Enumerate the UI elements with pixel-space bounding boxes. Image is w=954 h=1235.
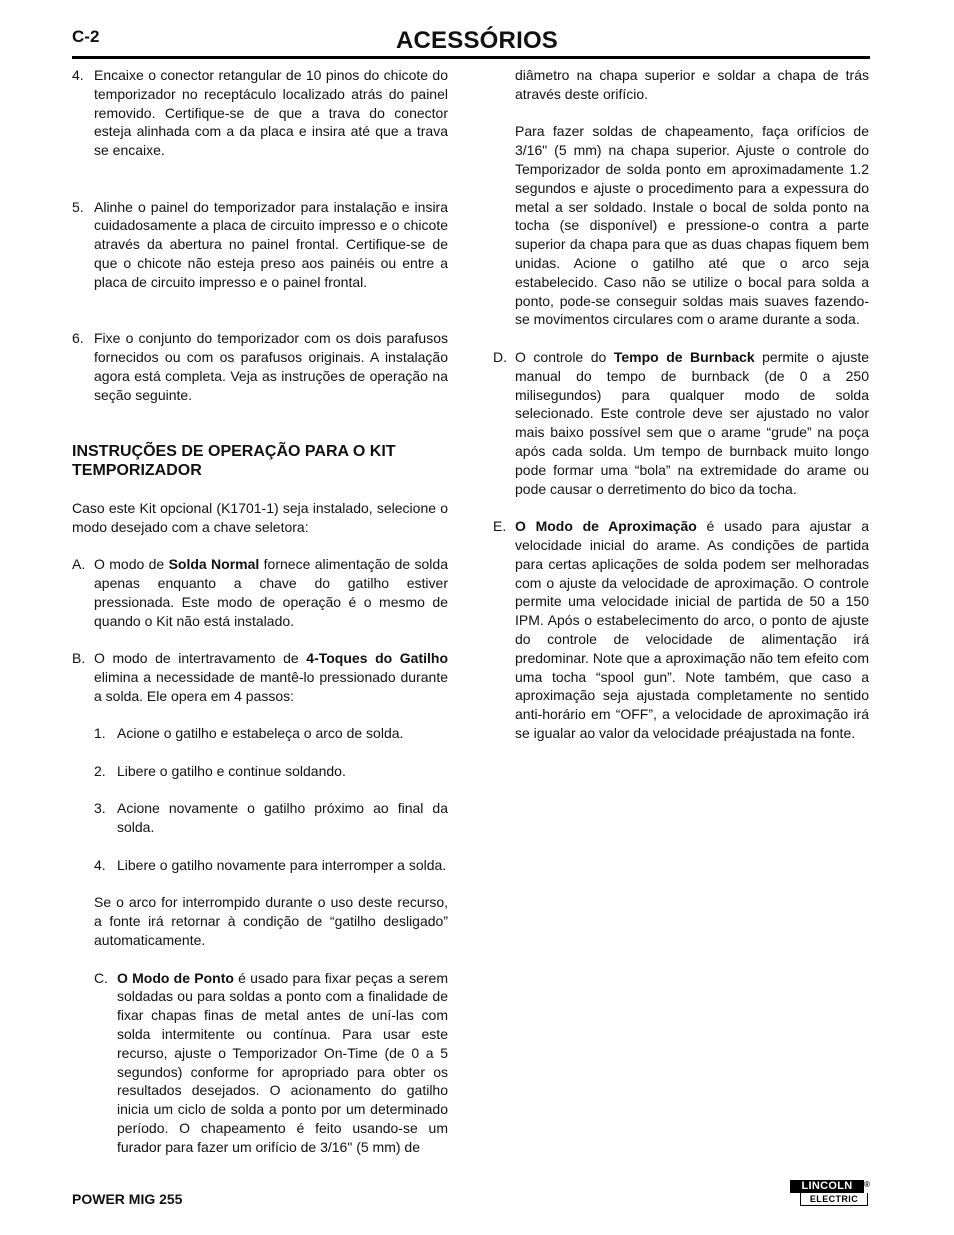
mode-name: O Modo de Ponto — [117, 969, 234, 986]
mode-item-a — [72, 555, 448, 630]
section-heading: INSTRUÇÕES DE OPERAÇÃO PARA O KIT TEMPORIZADOR — [72, 442, 396, 479]
item-text: O Modo de Ponto é usado para fixar peças a serem soldadas ou para soldas a ponto com a finalidade de fixar chapas finas de metal antes de uní-las com solda intermitente ou contínua. Para usar este recurso, ajuste o Temporizador On-Time (de 0 a 5 segundos) conforme for apropriado para obter os resultados desejados. O acionamento do gatilho inicia um ciclo de solda a ponto por um determinado período. O chapeamento é feito usando-se um furador para fazer um orifício de 3/16" (5 mm) de — [117, 969, 448, 1155]
step-marker: 6. — [72, 330, 84, 347]
item-marker: E. — [493, 518, 507, 535]
substep-text: Libere o gatilho novamente para interromper a solda. — [117, 856, 447, 873]
footer-model: POWER MIG 255 — [72, 1191, 183, 1207]
right-column — [493, 66, 869, 761]
spot-weld-paragraph: Para fazer soldas de chapeamento, faça orifícios de 3/16" (5 mm) na chapa superior. Ajuste o controle do Temporizador de solda ponto em aproximadamente 1.2 segundos e ajuste o procedimento para a expessura do metal a ser soldado. Instale o bocal de solda ponto na tocha (se disponível) e pressione-o contra a parte superior da chapa para que as duas chapas fiquem bem unidas. Acione o gatilho até que o arco seja estabelecido. Caso não se utilize o bocal para solda a ponto, pode-se conseguir soldas mais suaves fazendo-se movimentos circulares com o arame durante a soda. — [515, 123, 869, 328]
lincoln-electric-logo — [790, 1180, 868, 1207]
install-step-6 — [72, 329, 448, 404]
item-text: O modo de Solda Normal fornece alimentação de solda apenas enquanto a chave do gatilho estiver pressionada. Este modo de operação é o mesmo de quando o Kit não está instalado. — [94, 556, 448, 629]
install-step-4 — [72, 66, 448, 160]
substep-marker: 4. — [94, 856, 106, 873]
mode-name: 4-Toques do Gatilho — [306, 650, 448, 667]
item-text: O controle do Tempo de Burnback permite o ajuste manual do tempo de burnback (de 0 a 250 milisegundos) para qualquer modo de solda selecionado. Este controle deve ser ajustado no valor mais baixo possível sem que o arame “grude” na poça após cada solda. Um tempo de burnback muito longo pode formar uma “bola” na extremidade do arame ou pode causar o derretimento do bico da tocha. — [515, 348, 870, 497]
step-text: Fixe o conjunto do temporizador com os dois parafusos fornecidos ou com os parafusos originais. A instalação agora está completa. Veja as instruções de operação na seção seguinte. — [94, 330, 448, 403]
page-number: C-2 — [72, 27, 100, 46]
substep-text: Acione o gatilho e estabeleça o arco de solda. — [117, 725, 404, 742]
step-marker: 4. — [72, 67, 84, 83]
item-marker: A. — [72, 556, 86, 573]
registered-mark: ® — [864, 1180, 870, 1189]
step-text: Alinhe o painel do temporizador para instalação e insira cuidadosamente a placa de circuito impresso e o chicote através da abertura no painel frontal. Certifique-se de que o chicote não esteja preso aos painéis ou entre a placa de circuito impresso e o painel frontal. — [94, 198, 448, 290]
logo-top-text: LINCOLN — [790, 1180, 864, 1193]
substep-1 — [94, 724, 448, 743]
intro-paragraph: Caso este Kit opcional (K1701-1) seja instalado, selecione o modo desejado com a chave seletora: — [72, 499, 448, 535]
mode-item-c — [94, 969, 448, 1157]
substep-marker: 1. — [94, 725, 106, 742]
step-text: Encaixe o conector retangular de 10 pinos do chicote do temporizador no receptáculo localizado atrás do painel removido. Certifique-se de que a trava do conector esteja alinhada com a da placa e insira até que a trava se encaixe. — [94, 67, 448, 159]
left-column — [72, 66, 448, 1175]
note-paragraph: Se o arco for interrompido durante o uso deste recurso, a fonte irá retornar à condição de “gatilho desligado” automaticamente. — [94, 894, 448, 949]
mode-name: Tempo de Burnback — [613, 348, 755, 365]
substep-4 — [94, 856, 448, 875]
substep-marker: 2. — [94, 762, 106, 779]
install-step-5 — [72, 198, 448, 292]
header-rule — [72, 56, 870, 59]
mode-item-d — [493, 348, 869, 498]
item-text: O modo de intertravamento de 4-Toques do Gatilho elimina a necessidade de mantê-lo pressionado durante a solda. Ele opera em 4 passos: — [94, 650, 448, 704]
mode-item-e — [493, 517, 869, 743]
substep-marker: 3. — [94, 800, 106, 817]
mode-item-b — [72, 649, 448, 705]
item-marker: D. — [493, 348, 507, 365]
item-marker: C. — [94, 969, 108, 986]
item-marker: B. — [72, 650, 86, 667]
logo-bottom-text: ELECTRIC — [800, 1193, 868, 1206]
substep-text: Acione novamente o gatilho próximo ao final da solda. — [117, 800, 448, 836]
substep-text: Libere o gatilho e continue soldando. — [117, 762, 346, 779]
page-title: ACESSÓRIOS — [395, 27, 559, 54]
continued-paragraph: diâmetro na chapa superior e soldar a chapa de trás através deste orifício. — [515, 67, 869, 102]
mode-name: O Modo de Aproximação — [515, 518, 697, 535]
mode-name: Solda Normal — [168, 556, 260, 573]
item-text: O Modo de Aproximação é usado para ajustar a velocidade inicial do arame. As condições de partida para certas aplicações de solda podem ser melhoradas com o ajuste da velocidade de aproximação. O controle permite uma velocidade inicial de partida de 50 a 150 IPM. Após o estabelecimento do arco, o ponto de ajuste do controle de velocidade de alimentação irá predominar. Note que a aproximação não tem efeito com uma tocha “spool gun”. Note também, que caso a aproximação seja ajustada completamente no sentido anti-horário em “OFF”, a velocidade de aproximação irá se igualar ao valor da velocidade préajustada na fonte. — [515, 518, 869, 741]
substep-2 — [94, 762, 448, 781]
substep-3 — [94, 799, 448, 837]
step-marker: 5. — [72, 198, 84, 215]
